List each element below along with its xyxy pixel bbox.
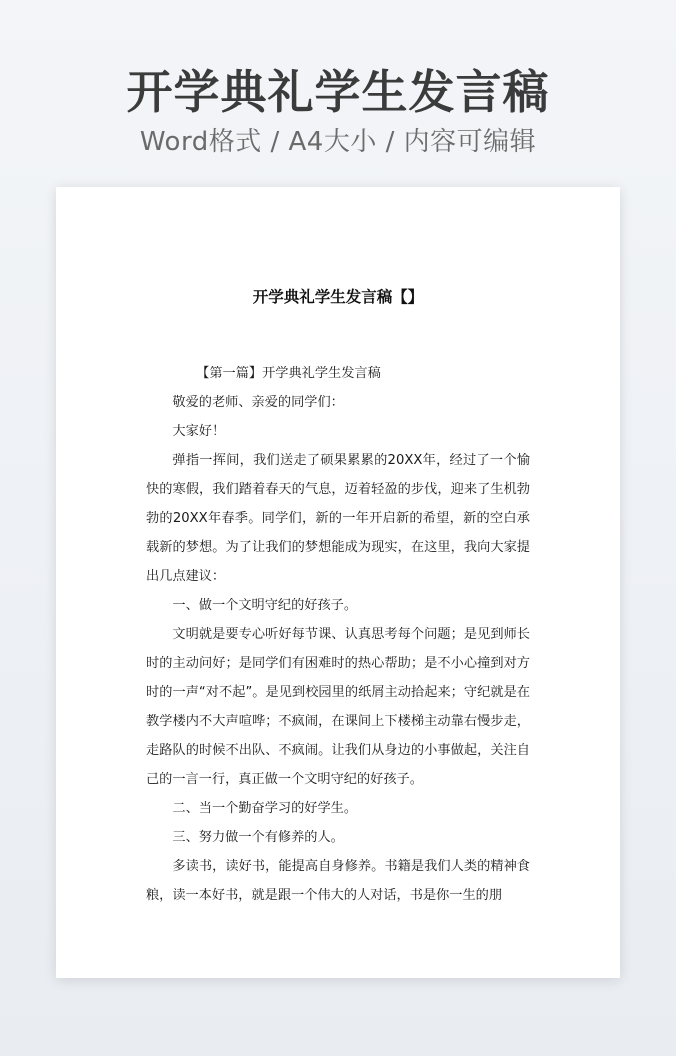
paragraph-point-two: 二、当一个勤奋学习的好学生。: [172, 801, 358, 816]
paragraph-point-one: 一、做一个文明守纪的好孩子。: [172, 598, 358, 613]
page-header: [0, 62, 676, 160]
document-body: [146, 359, 530, 910]
paragraph-hello: 大家好！: [172, 424, 226, 439]
paragraph-point-three: 三、努力做一个有修养的人。: [172, 830, 344, 845]
paragraph-reading: 多读书，读好书，能提高自身修养。书籍是我们人类的精神食粮，读一本好书，就是跟一个伟大的人对话，书是你一生的朋: [146, 859, 530, 903]
document-page: [56, 187, 620, 978]
page-title: 开学典礼学生发言稿: [126, 65, 550, 119]
paragraph-greeting: 敬爱的老师、亲爱的同学们：: [172, 395, 344, 410]
page-subtitle: Word格式 / A4大小 / 内容可编辑: [139, 127, 537, 157]
section-heading: 【第一篇】开学典礼学生发言稿: [196, 366, 381, 381]
paragraph-intro: 弹指一挥间，我们送走了硕果累累的20XX年，经过了一个愉快的寒假，我们踏着春天的气息，迈着轻盈的步伐，迎来了生机勃勃的20XX年春季。同学们，新的一年开启新的希望，新的空白承载新的梦想。为了让我们的梦想能成为现实，在这里，我向大家提出几点建议：: [146, 453, 530, 584]
paragraph-civility: 文明就是要专心听好每节课、认真思考每个问题；是见到师长时的主动问好；是同学们有困难时的热心帮助；是不小心撞到对方时的一声“对不起”。是见到校园里的纸屑主动拾起来；守纪就是在教学楼内不大声喧哗；不疯闹，在课间上下楼梯主动靠右慢步走，走路队的时候不出队、不疯闹。让我们从身边的小事做起，关注自己的一言一行，真正做一个文明守纪的好孩子。: [146, 627, 530, 787]
document-title: 开学典礼学生发言稿【】: [252, 288, 424, 306]
